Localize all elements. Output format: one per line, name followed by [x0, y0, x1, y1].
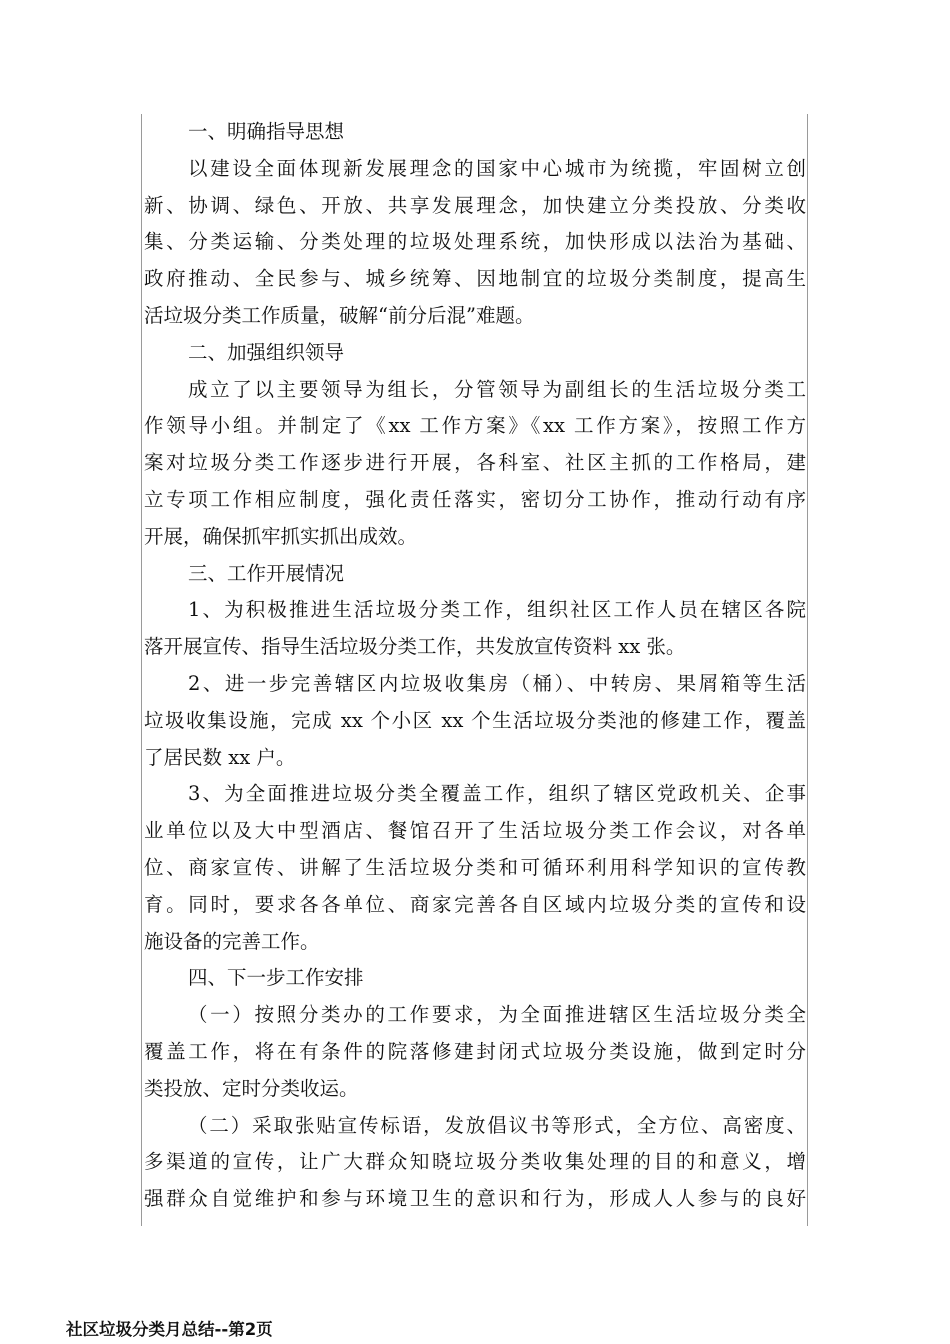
paragraph-line: 案对垃圾分类工作逐步进行开展，各科室、社区主抓的工作格局，建 — [144, 451, 806, 475]
paragraph-line: 位、商家宣传、讲解了生活垃圾分类和可循环利用科学知识的宣传教 — [144, 855, 806, 879]
paragraph-line: 落开展宣传、指导生活垃圾分类工作，共发放宣传资料 xx 张。 — [144, 635, 686, 659]
paragraph-line: 开展，确保抓牢抓实抓出成效。 — [144, 524, 418, 548]
section-heading-4: 四、下一步工作安排 — [188, 966, 364, 990]
section-heading-2: 二、加强组织领导 — [188, 340, 345, 364]
paragraph-line: 集、分类运输、分类处理的垃圾处理系统，加快形成以法治为基础、 — [144, 230, 806, 254]
paragraph-line: 以建设全面体现新发展理念的国家中心城市为统揽，牢固树立创 — [188, 156, 806, 180]
paragraph-line: 强群众自觉维护和参与环境卫生的意识和行为，形成人人参与的良好 — [144, 1187, 806, 1211]
section-heading-1: 一、明确指导思想 — [188, 120, 345, 143]
section-heading-3: 三、工作开展情况 — [188, 561, 345, 585]
paragraph-line: （二）采取张贴宣传标语，发放倡议书等形式，全方位、高密度、 — [188, 1113, 806, 1137]
paragraph-line: 活垃圾分类工作质量，破解“前分后混”难题。 — [144, 303, 535, 327]
paragraph-line: 新、协调、绿色、开放、共享发展理念，加快建立分类投放、分类收 — [144, 193, 806, 217]
paragraph-line: 成立了以主要领导为组长，分管领导为副组长的生活垃圾分类工 — [188, 377, 806, 401]
paragraph-line: 作领导小组。并制定了《xx 工作方案》《xx 工作方案》，按照工作方 — [144, 414, 806, 438]
paragraph-line: 1、为积极推进生活垃圾分类工作，组织社区工作人员在辖区各院 — [188, 598, 806, 622]
paragraph-line: 垃圾收集设施，完成 xx 个小区 xx 个生活垃圾分类池的修建工作，覆盖 — [144, 708, 806, 732]
paragraph-line: 2、进一步完善辖区内垃圾收集房（桶）、中转房、果屑箱等生活 — [188, 671, 806, 695]
paragraph-line: 类投放、定时分类收运。 — [144, 1076, 359, 1100]
paragraph-line: 政府推动、全民参与、城乡统筹、因地制宜的垃圾分类制度，提高生 — [144, 267, 806, 291]
paragraph-line: 覆盖工作，将在有条件的院落修建封闭式垃圾分类设施，做到定时分 — [144, 1039, 806, 1063]
paragraph-line: 育。同时，要求各各单位、商家完善各自区域内垃圾分类的宣传和设 — [144, 892, 806, 916]
page-frame — [141, 114, 808, 1226]
paragraph-line: 了居民数 xx 户。 — [144, 745, 296, 769]
document-body — [144, 114, 806, 1218]
frame-right-border — [807, 114, 808, 1226]
paragraph-line: 业单位以及大中型酒店、餐馆召开了生活垃圾分类工作会议，对各单 — [144, 819, 806, 843]
paragraph-line: 多渠道的宣传，让广大群众知晓垃圾分类收集处理的目的和意义，增 — [144, 1150, 806, 1174]
paragraph-line: 施设备的完善工作。 — [144, 929, 320, 953]
paragraph-line: （一）按照分类办的工作要求，为全面推进辖区生活垃圾分类全 — [188, 1003, 806, 1027]
frame-left-border — [141, 114, 142, 1226]
paragraph-line: 立专项工作相应制度，强化责任落实，密切分工协作，推动行动有序 — [144, 487, 806, 511]
page-footer: 社区垃圾分类月总结--第2页 — [66, 1320, 273, 1339]
paragraph-line: 3、为全面推进垃圾分类全覆盖工作，组织了辖区党政机关、企事 — [188, 782, 806, 806]
